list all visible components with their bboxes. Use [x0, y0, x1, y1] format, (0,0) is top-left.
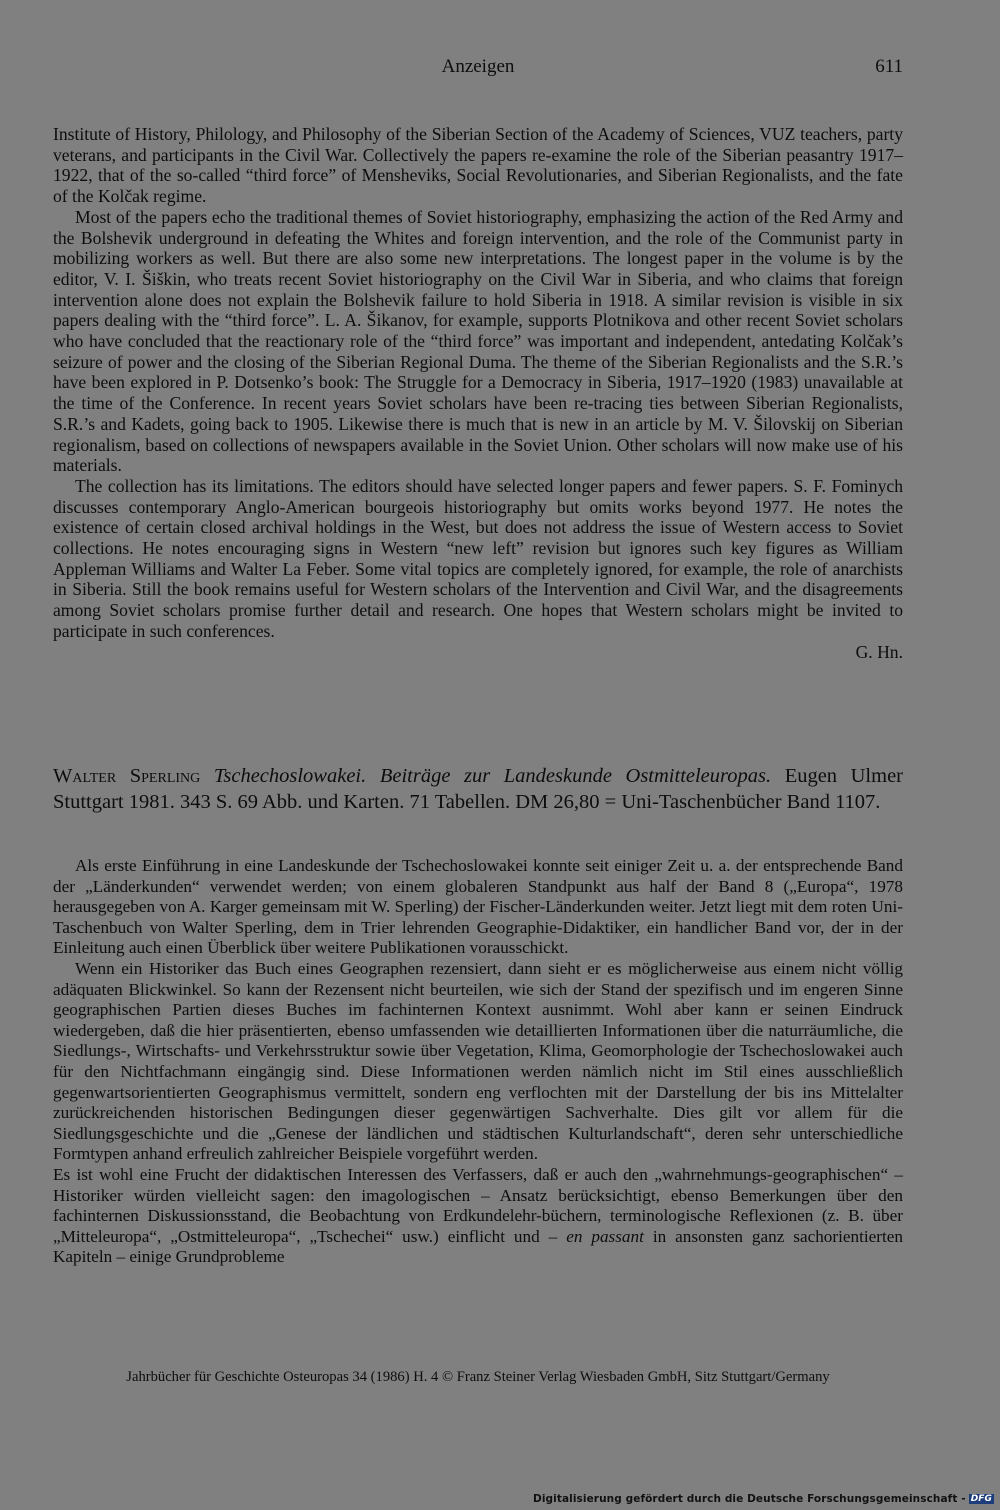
journal-footer: Jahrbücher für Geschichte Osteuropas 34 (1986) H. 4 © Franz Steiner Verlag Wiesbaden GmbH, Sitz Stuttgart/Germany	[126, 1369, 830, 1385]
review2-publication: Eugen Ulmer Stuttgart 1981. 343 S. 69 Abb. und Karten. 71 Tabellen. DM 26,80 = Uni-Taschenbücher Band 1107.	[53, 765, 904, 813]
review2-body	[53, 856, 903, 1268]
digitization-text: Digitalisierung gefördert durch die Deutsche Forschungsgemeinschaft -	[533, 1493, 966, 1505]
review2-book-title: Tschechoslowakei. Beiträge zur Landeskunde Ostmitteleuropas.	[213, 765, 772, 787]
digitization-notice	[533, 1493, 994, 1507]
running-head	[53, 56, 903, 82]
page-number: 611	[875, 56, 903, 77]
review1-paragraph-1: Institute of History, Philology, and Philosophy of the Siberian Section of the Academy of Sciences, VUZ teachers, party veterans, and participants in the Civil War. Collectively the papers re-examine the role of the Siberian peasantry 1917–1922, that of the so-called “third force” of Mensheviks, Social Revolutionaries, and Siberian Regionalists, and the fate of the Kolčak regime.	[53, 124, 903, 207]
review2-paragraph-3-start: Es ist wohl eine Frucht der didaktischen Interessen des Verfassers, daß er auch den „wahrnehmungs-geographischen“ – Historiker würden vielleicht sagen: den imagologischen – Ansatz berücksichtigt, ebenso Bemerkungen über den fachinternen Diskussionsstand, die Beobachtung von Erdkundelehr-büchern, terminologische Reflexionen (z. B. über „Mitteleuropa“, „Ostmitteleuropa“, „Tschechei“ usw.) einflicht und –	[53, 1164, 903, 1246]
review2-paragraph-3-end: in ansonsten ganz sachorientierten Kapiteln – einige Grundprobleme	[53, 1226, 904, 1267]
dfg-logo: DFG	[970, 1494, 992, 1504]
review2-paragraph-3-italic: en passant	[566, 1226, 644, 1246]
review1-paragraph-2: Most of the papers echo the traditional themes of Soviet historiography, emphasizing the action of the Red Army and the Bolshevik underground in defeating the Whites and foreign intervention, and the role of the Communist party in mobilizing workers as well. But there are also some new interpretations. The longest paper in the volume is by the editor, V. I. Šiškin, who treats recent Soviet historiography on the Civil War in Siberia, and who claims that foreign intervention alone does not explain the Bolshevik failure to hold Siberia in 1918. A similar revision is visible in six papers dealing with the “third force”. L. A. Šikanov, for example, supports Plotnikova and other recent Soviet scholars who have concluded that the reactionary role of the “third force” was important and independent, antedating Kolčak’s seizure of power and the closing of the Siberian Regional Duma. The theme of the Siberian Regionalists and the S.R.’s have been explored in P. Dotsenko’s book: The Struggle for a Democracy in Siberia, 1917–1920 (1983) unavailable at the time of the Conference. In recent years Soviet scholars have been re-tracing ties between Siberian Regionalists, S.R.’s and Kadets, going back to 1905. Likewise there is much that is new in an article by M. V. Šilovskij on Siberian regionalism, based on collections of newspapers available in the Soviet Union. Other scholars will now make use of his materials.	[53, 206, 903, 476]
review-continued	[53, 124, 903, 662]
review2-paragraph-1: Als erste Einführung in eine Landeskunde der Tschechoslowakei konnte seit einiger Zeit u. a. der entsprechende Band der „Länderkunden“ verwendet werden; von einem globaleren Standpunkt aus half der Band 8 („Europa“, 1978 herausgegeben von A. Karger gemeinsam mit W. Sperling) der Fischer-Länderkunden weiter. Jetzt liegt mit dem roten Uni-Taschenbuch von Walter Sperling, dem in Trier lehrenden Geographie-Didaktiker, ein handlicher Band vor, der in der Einleitung auch einen Überblick über weitere Publikationen vorausschickt.	[53, 856, 903, 958]
review2-author: Walter Sperling	[53, 765, 201, 787]
review1-paragraph-3: The collection has its limitations. The editors should have selected longer papers and fewer papers. S. F. Fominych discusses contemporary Anglo-American bourgeois historiography but omits works beyond 1977. He notes the existence of certain closed archival holdings in the West, but does not address the issue of Western access to Soviet collections. He notes encouraging signs in Western “new left” revision but ignores such key figures as William Appleman Williams and Walter La Feber. Some vital topics are completely ignored, for example, the role of anarchists in Siberia. Still the book remains useful for Western scholars of the Intervention and Civil War, and the disagreements among Soviet scholars promise further detail and research. One hopes that Western scholars might be invited to participate in such conferences.	[53, 475, 903, 641]
section-title: Anzeigen	[441, 56, 515, 77]
reviewer-signature: G. Hn.	[855, 641, 903, 662]
review2-paragraph-2: Wenn ein Historiker das Buch eines Geographen rezensiert, dann sieht er es möglicherweise aus einem nicht völlig adäquaten Blickwinkel. So kann der Rezensent nicht beurteilen, wie sich der Stand der spezifisch und im engeren Sinne geographischen Partien dieses Buches im fachinternen Kontext ausnimmt. Wohl aber kann er seinen Eindruck wiedergeben, daß die hier präsentierten, ebenso umfassenden wie detaillierten Informationen über die naturräumliche, die Siedlungs-, Wirtschafts- und Verkehrsstruktur sowie über Vegetation, Klima, Geomorphologie der Tschechoslowakei auch für den Nichtfachmann eingängig sind. Diese Informationen werden nämlich nicht im Stil eines ausschließlich gegenwartsorientierten Geographismus vermittelt, sondern eng verflochten mit der Darstellung der bis ins Mittelalter zurückreichenden historischen Bedingungen dieser gegenwärtigen Sachverhalte. Dies gilt vor allem für die Siedlungsgeschichte und die „Genese der ländlichen und städtischen Kulturlandschaft“, deren sehr unterschiedliche Formtypen anhand erfreulich zahlreicher Beispiele vorgeführt werden.	[53, 958, 903, 1164]
review2-paragraph-3	[53, 1165, 903, 1268]
review2-citation	[53, 763, 903, 815]
review2-heading-block	[53, 763, 903, 815]
